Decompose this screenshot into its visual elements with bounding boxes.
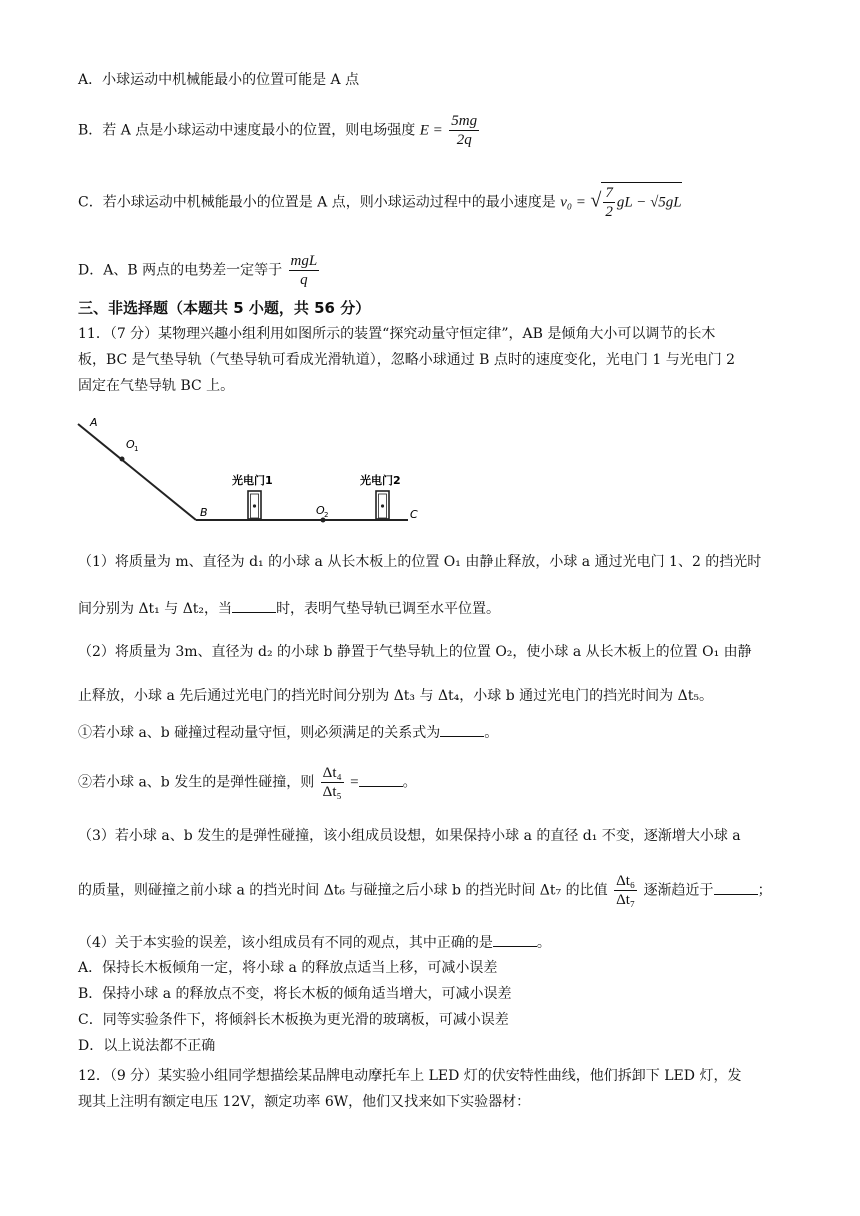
q11-p3-line1: （3）若小球 a、b 发生的是弹性碰撞，该小组成员设想，如果保持小球 a 的直径 d₁ 不变，逐渐增大小球 a — [78, 828, 741, 844]
option-c-inner-fraction — [603, 184, 615, 221]
q12-line2: 现其上注明有额定电压 12V，额定功率 6W，他们又找来如下实验器材： — [78, 1094, 531, 1110]
option-c-inner-num: 7 — [605, 185, 613, 201]
answer-blank-5[interactable] — [493, 932, 537, 947]
q11-p4-option-b: B．保持小球 a 的释放点不变，将长木板的倾角适当增大，可减小误差 — [78, 986, 512, 1002]
apparatus-figure — [74, 410, 434, 540]
label-o2: O — [316, 504, 325, 517]
incline-board — [78, 424, 196, 520]
option-c-lhs: v₀ = — [560, 194, 586, 211]
q11-p2-sub1-b: 。 — [484, 725, 499, 741]
q11-p4 — [78, 932, 551, 953]
q11-p3-fraction — [614, 872, 637, 909]
q11-intro-2: 板，BC 是气垫导轨（气垫导轨可看成光滑轨道），忽略小球通过 B 点时的速度变化，光电门 1 与光电门 2 — [78, 352, 736, 368]
option-b-numerator: 5mg — [451, 113, 478, 129]
label-b: B — [200, 506, 208, 519]
option-c-text: C．若小球运动中机械能最小的位置是 A 点，则小球运动过程中的最小速度是 — [78, 194, 556, 211]
answer-blank-1[interactable] — [232, 598, 276, 613]
label-gate-2: 光电门2 — [360, 474, 401, 487]
option-d — [78, 252, 321, 289]
option-c — [78, 182, 682, 221]
answer-blank-2[interactable] — [440, 722, 484, 737]
q11-p2-line1: （2）将质量为 3m、直径为 d₂ 的小球 b 静置于气垫导轨上的位置 O₂，使小球 a 从长木板上的位置 O₁ 由静 — [78, 644, 752, 660]
q11-p2-sub1 — [78, 722, 498, 743]
q11-p3-den: Δt₇ — [616, 892, 636, 908]
ball-position-o1 — [120, 457, 125, 462]
option-b — [78, 112, 481, 149]
q11-p1-line2-a: 间分别为 Δt₁ 与 Δt₂，当 — [78, 601, 233, 617]
label-o2-sub: 2 — [324, 511, 329, 519]
section-title: 三、非选择题（本题共 5 小题，共 56 分） — [78, 299, 371, 317]
q11-p2-sub2 — [78, 764, 417, 801]
q11-p2-sub2-den: Δt₅ — [322, 784, 342, 800]
label-o1-sub: 1 — [134, 445, 139, 453]
q11-p3-line2-a: 的质量，则碰撞之前小球 a 的挡光时间 Δt₆ 与碰撞之后小球 b 的挡光时间 Δt₇ 的比值 — [78, 882, 608, 899]
option-c-inner-den: 2 — [605, 204, 613, 220]
option-c-radicand — [601, 182, 681, 221]
option-d-numerator: mgL — [290, 253, 318, 269]
q11-p3-num: Δt₆ — [616, 873, 636, 889]
label-a: A — [90, 416, 98, 429]
option-d-fraction — [289, 252, 320, 289]
q11-p3-line2 — [78, 872, 772, 909]
option-a: A．小球运动中机械能最小的位置可能是 A 点 — [78, 72, 360, 88]
q11-p2-sub1-a: ①若小球 a、b 碰撞过程动量守恒，则必须满足的关系式为 — [78, 725, 441, 741]
option-b-denominator: 2q — [456, 132, 472, 148]
q11-p2-line2: 止释放，小球 a 先后通过光电门的挡光时间分别为 Δt₃ 与 Δt₄，小球 b 通过光电门的挡光时间为 Δt₅。 — [78, 688, 713, 704]
q11-intro-3: 固定在气垫导轨 BC 上。 — [78, 378, 235, 394]
photogate-2 — [376, 491, 389, 519]
q11-p2-sub2-fraction — [321, 764, 344, 801]
label-gate-1: 光电门1 — [232, 474, 273, 487]
q11-p4-b: 。 — [536, 935, 551, 951]
q11-p4-option-c: C．同等实验条件下，将倾斜长木板换为更光滑的玻璃板，可减小误差 — [78, 1012, 509, 1028]
answer-blank-4[interactable] — [714, 880, 758, 895]
option-d-text: D．A、B 两点的电势差一定等于 — [78, 262, 283, 279]
q11-p4-option-d: D．以上说法都不正确 — [78, 1038, 216, 1054]
q11-p4-option-a: A．保持长木板倾角一定，将小球 a 的释放点适当上移，可减小误差 — [78, 960, 498, 976]
q11-p2-sub2-b: 。 — [402, 774, 417, 791]
option-d-denominator: q — [300, 272, 308, 288]
q11-p3-line2-c: ； — [757, 882, 772, 899]
photogate-1 — [248, 491, 261, 519]
answer-blank-3[interactable] — [359, 772, 403, 787]
q11-p3-line2-b: 逐渐趋近于 — [643, 882, 714, 899]
option-c-inner-rest: gL − √5gL — [616, 194, 682, 211]
q12-line1: 12．（9 分）某实验小组同学想描绘某品牌电动摩托车上 LED 灯的伏安特性曲线，他们拆卸下 LED 灯，发 — [78, 1068, 742, 1084]
label-c: C — [410, 508, 418, 521]
q11-p4-a: （4）关于本实验的误差，该小组成员有不同的观点，其中正确的是 — [78, 935, 493, 951]
q11-p2-sub2-a: ②若小球 a、b 发生的是弹性碰撞，则 — [78, 774, 315, 791]
option-b-lhs: E = — [419, 122, 443, 139]
q11-p1-line2-b: 时，表明气垫导轨已调至水平位置。 — [276, 601, 501, 617]
label-o1: O — [126, 438, 135, 451]
q11-p1-line2 — [78, 598, 500, 619]
option-b-fraction — [449, 112, 479, 149]
q11-p2-sub2-num: Δt₄ — [322, 765, 342, 781]
q11-p2-sub2-eq: = — [350, 774, 359, 791]
sqrt-sign: √ — [590, 189, 602, 212]
q11-intro-1: 11．（7 分）某物理兴趣小组利用如图所示的装置“探究动量守恒定律”，AB 是倾角大小可以调节的长木 — [78, 326, 716, 342]
q11-p1-line1: （1）将质量为 m、直径为 d₁ 的小球 a 从长木板上的位置 O₁ 由静止释放，小球 a 通过光电门 1、2 的挡光时 — [78, 554, 762, 570]
option-b-text: B．若 A 点是小球运动中速度最小的位置，则电场强度 — [78, 122, 416, 139]
